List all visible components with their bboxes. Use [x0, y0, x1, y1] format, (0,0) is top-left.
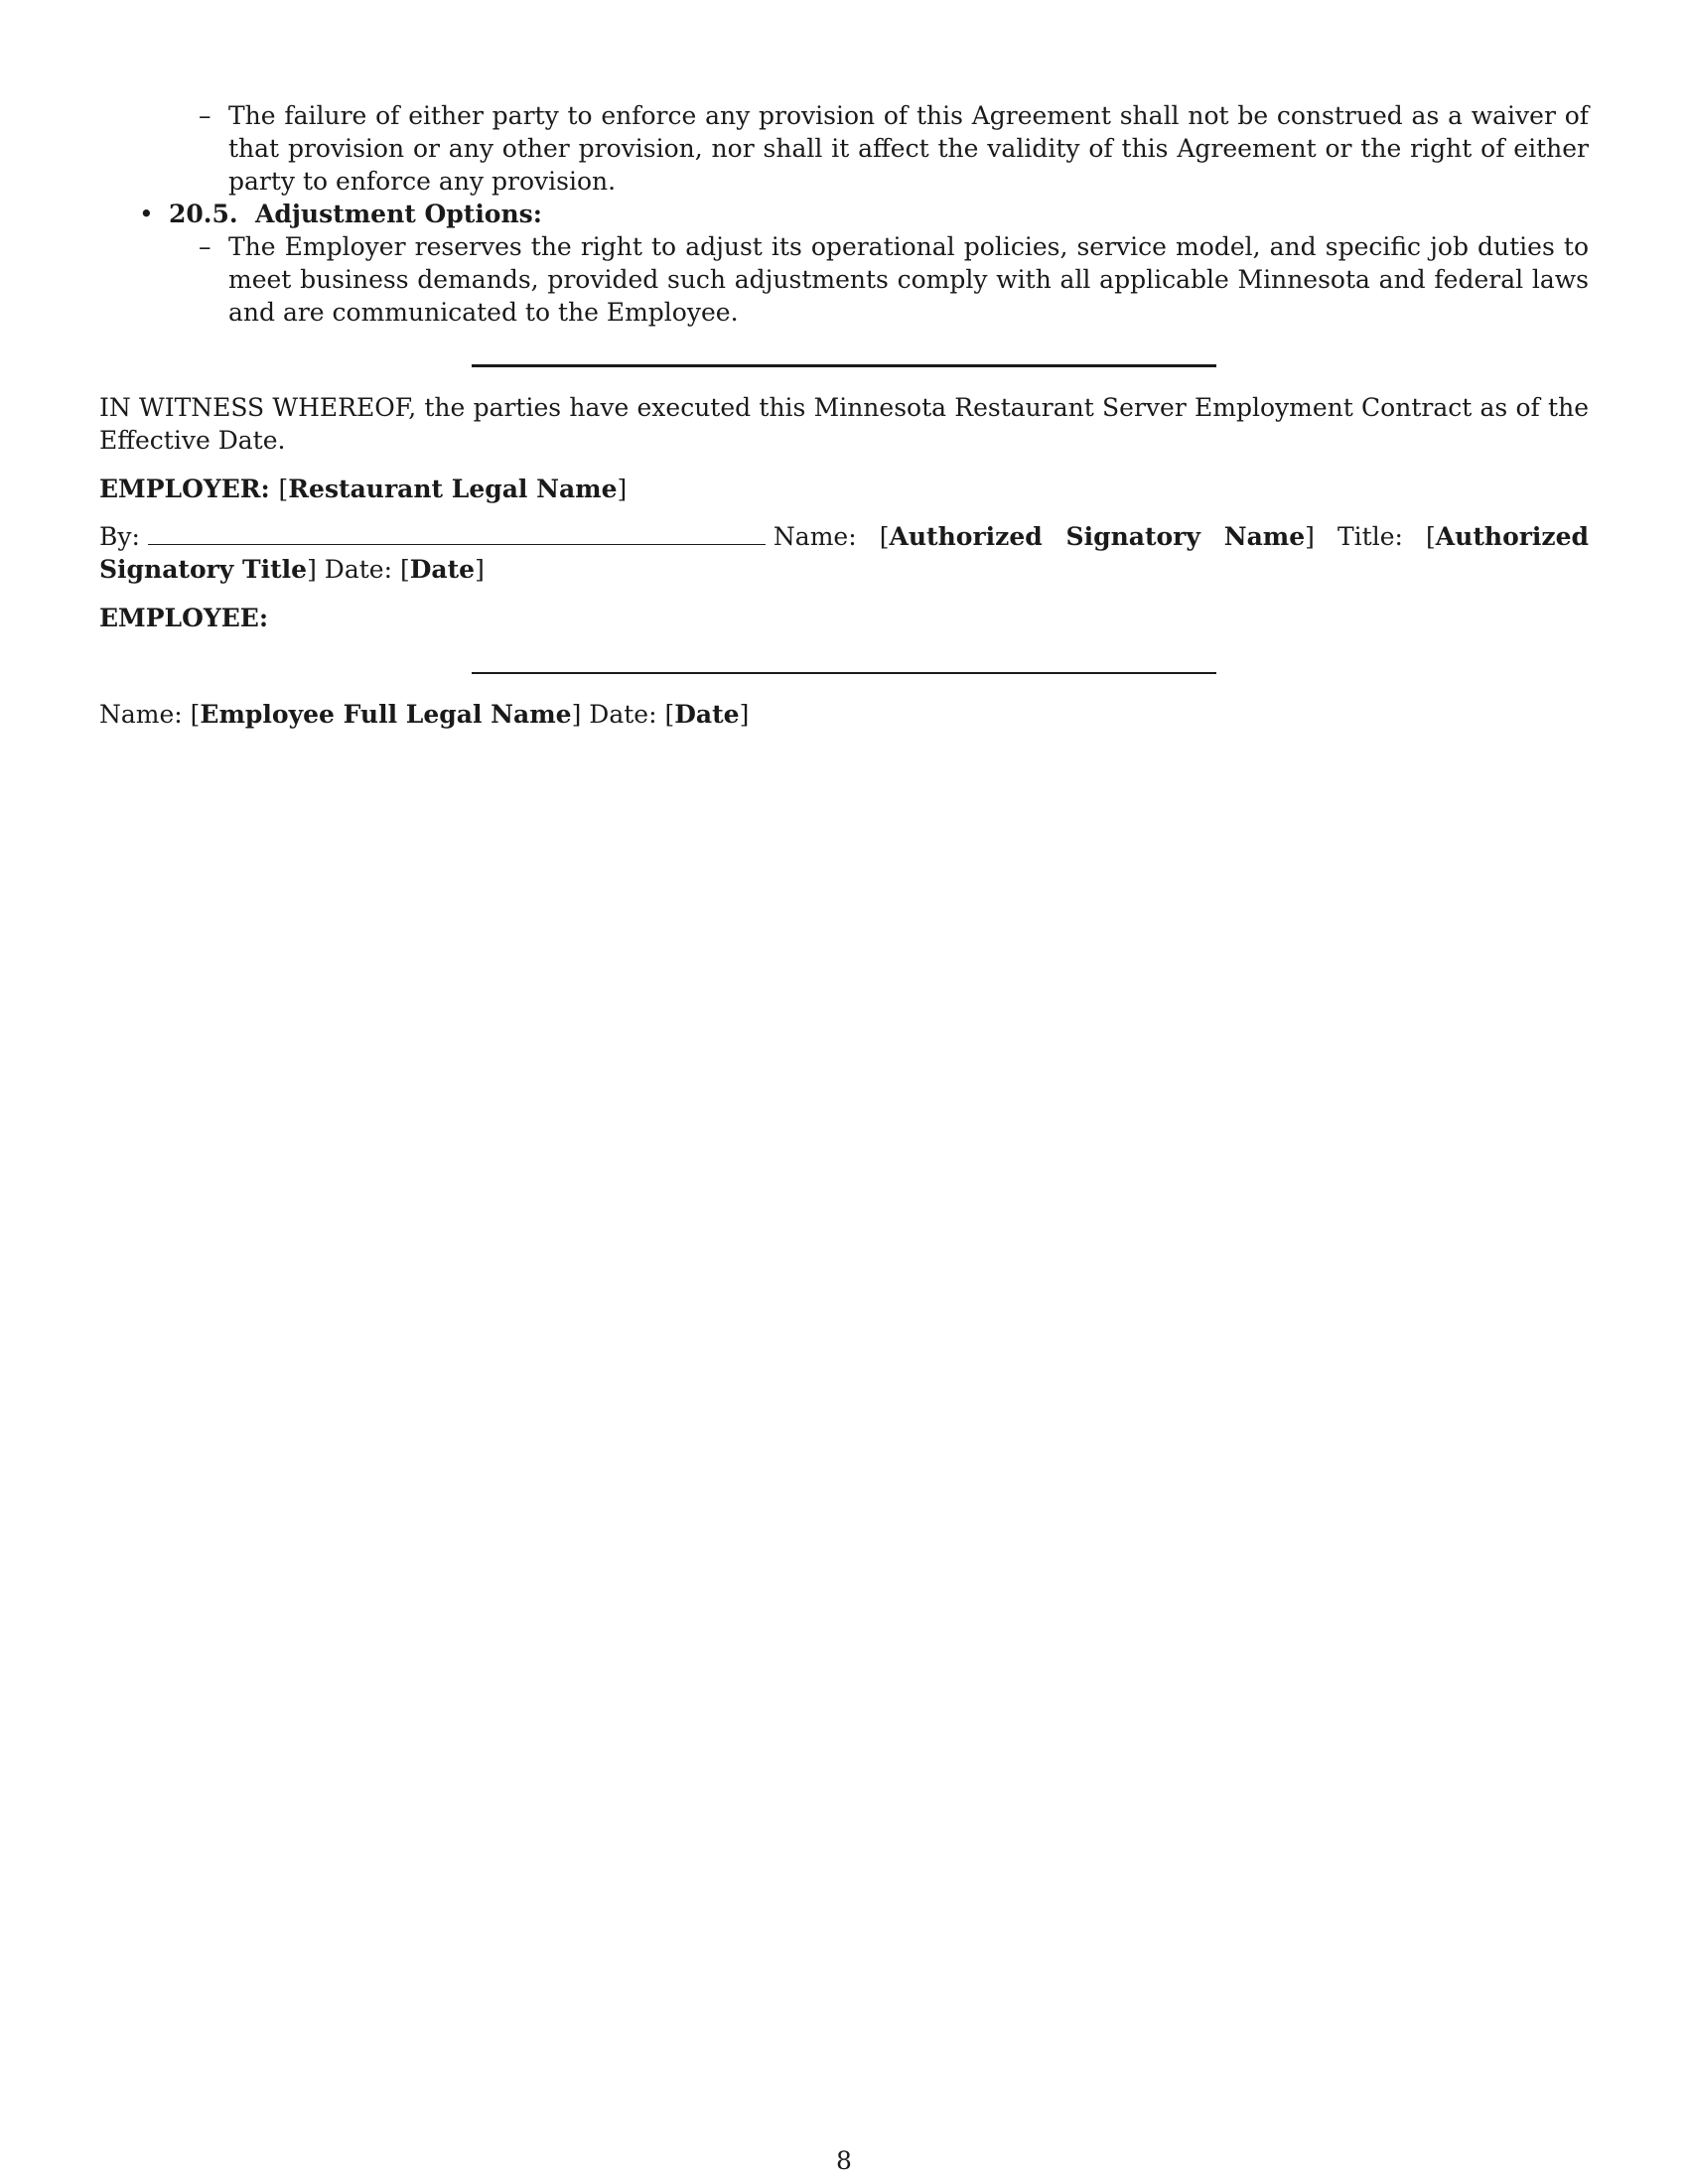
bullet-marker: • — [139, 200, 154, 228]
document-page — [99, 99, 1589, 731]
clause-waiver-text: The failure of either party to enforce any provision of this Agreement shall not be construed as a waiver of that provision or any other provision, nor shall it affect the validity of this Agreement or the right of either party to enforce any provision. — [228, 101, 1589, 196]
employer-date: Date — [409, 555, 476, 584]
clause-waiver — [199, 99, 1589, 198]
employee-name-line: Name: [Employee Full Legal Name] Date: [Date] — [99, 699, 750, 729]
section-20-5-title: 20.5. Adjustment Options: — [169, 200, 542, 228]
bracket-close: ] — [617, 475, 628, 503]
witness-paragraph: IN WITNESS WHEREOF, the parties have executed this Minnesota Restaurant Server Employment Contract as of the Effective Date. — [99, 393, 1589, 455]
section-20-5-heading — [139, 198, 1589, 230]
clause-adjustment — [199, 230, 1589, 329]
employer-heading — [99, 473, 1589, 505]
employer-signature-field[interactable] — [148, 522, 766, 545]
page-number: 8 — [836, 2146, 852, 2175]
dash-marker: – — [199, 101, 211, 130]
dash-marker: – — [199, 232, 211, 261]
employee-signature-line[interactable] — [472, 672, 1216, 674]
employee-name: Employee Full Legal Name — [200, 699, 572, 729]
section-divider — [472, 364, 1216, 367]
clause-adjustment-text: The Employer reserves the right to adjust its operational policies, service model, and specific job duties to meet business demands, provided such adjustments comply with all applicable Minnesota and federal laws and are communicated to the Employee. — [228, 232, 1589, 327]
name-label: Name: — [773, 522, 857, 551]
employee-date: Date — [674, 699, 740, 729]
employee-heading: EMPLOYEE: — [99, 604, 269, 632]
employee-name-label: Name: — [99, 699, 183, 729]
signatory-name: Authorized Signatory Name — [889, 522, 1306, 551]
signatory-title: Authorized Signatory Title — [99, 522, 1589, 584]
employer-signature-block: By: Name: [Authorized Signatory Name] Title: [Authorized Signatory Title] Date: [Date] — [99, 522, 1589, 584]
employer-label: EMPLOYER: — [99, 475, 270, 503]
employer-name: Restaurant Legal Name — [288, 475, 618, 503]
date-label: Date: — [324, 555, 393, 584]
by-label: By: — [99, 522, 140, 551]
bracket-open: [ — [278, 475, 289, 503]
title-label: Title: — [1336, 522, 1403, 551]
employee-date-label: Date: — [589, 699, 657, 729]
